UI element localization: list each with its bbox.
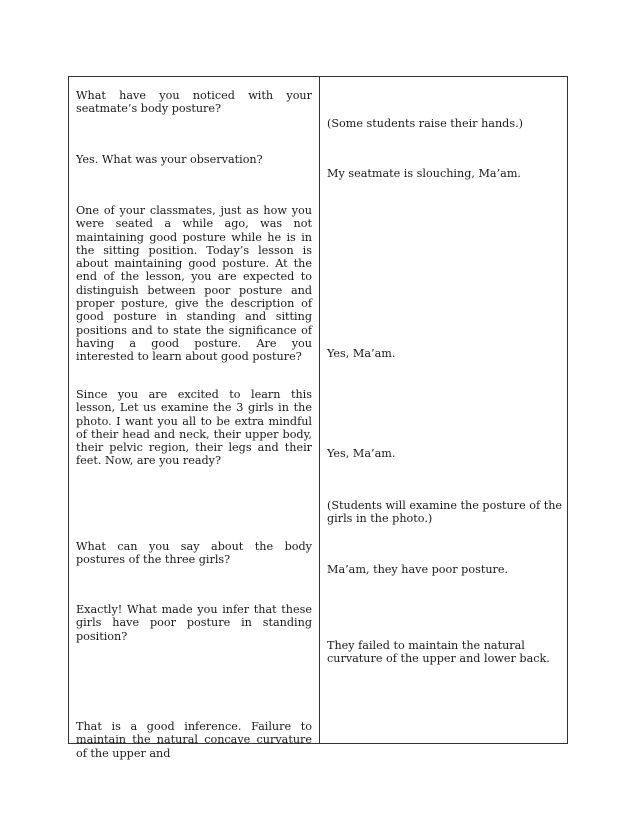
student-line: Ma’am, they have poor posture. <box>327 563 509 576</box>
teacher-line: Since you are excited to learn this lesson, Let us examine the 3 girls in the photo. I want you all to be extra mindful of their head and neck, their upper body, their pelvic region, their legs and their feet. Now, are you ready? <box>76 388 312 468</box>
teacher-line: Exactly! What made you infer that these girls have poor posture in standing position? <box>76 603 312 643</box>
column-divider <box>319 77 320 743</box>
student-line: Yes, Ma’am. <box>327 347 396 360</box>
student-line: They failed to maintain the natural curvature of the upper and lower back. <box>327 639 550 666</box>
student-line: Yes, Ma’am. <box>327 447 396 460</box>
student-line: (Some students raise their hands.) <box>327 117 523 130</box>
teacher-line: Yes. What was your observation? <box>76 153 263 166</box>
teacher-line: That is a good inference. Failure to maintain the natural concave curvature of the upper and <box>76 720 312 760</box>
teacher-line: What can you say about the body postures of the three girls? <box>76 540 312 567</box>
lesson-dialogue-table <box>68 76 568 760</box>
teacher-line: What have you noticed with your seatmate’s body posture? <box>76 89 312 116</box>
student-line: (Students will examine the posture of the girls in the photo.) <box>327 499 563 526</box>
teacher-line: One of your classmates, just as how you were seated a while ago, was not maintaining good posture while he is in the sitting position. Today’s lesson is about maintaining good posture. At the end of the lesson, you are expected to distinguish between poor posture and proper posture, give the description of good posture in standing and sitting positions and to state the significance of having a good posture. Are you interested to learn about good posture? <box>76 204 312 364</box>
student-line: My seatmate is slouching, Ma’am. <box>327 167 521 180</box>
